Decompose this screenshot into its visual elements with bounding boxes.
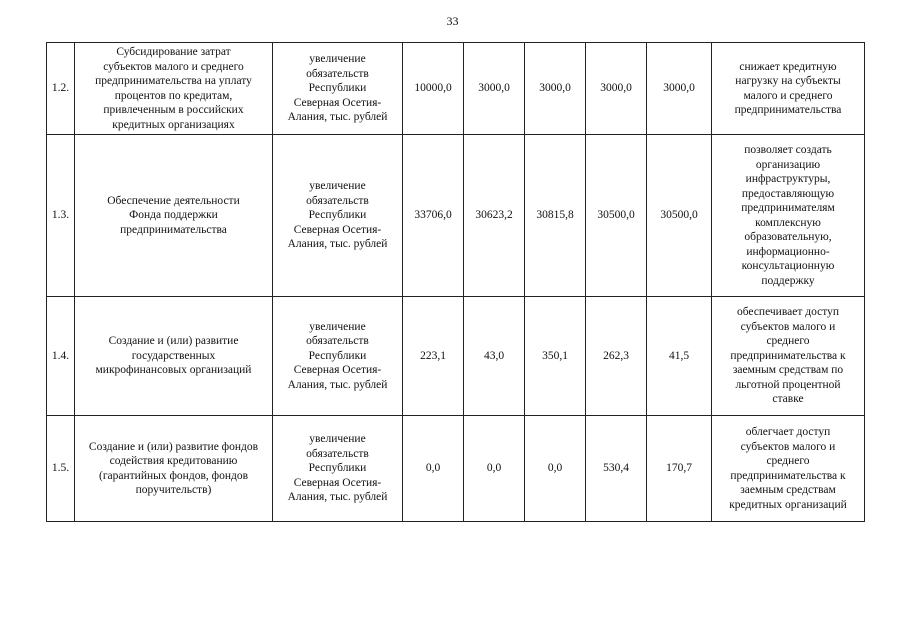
measure-text: Обеспечение деятельности Фонда поддержки предпринимательства <box>107 194 240 236</box>
table-row <box>47 416 865 522</box>
value-cell: 530,4 <box>586 416 647 522</box>
measure-cell <box>75 297 273 416</box>
measure-text: Субсидирование затрат субъектов малого и среднего предпринимательства на уплату процентов по кредитам, привлеченным в российских кредитных организациях <box>95 46 252 131</box>
measure-text: Создание и (или) развитие государственных микрофинансовых организаций <box>95 335 252 377</box>
page-number: 33 <box>446 14 459 28</box>
value-cell: 0,0 <box>403 416 464 522</box>
effect-text: снижает кредитную нагрузку на субъекты малого и среднего предпринимательства <box>734 60 842 116</box>
value-cell: 0,0 <box>464 416 525 522</box>
value-cell: 0,0 <box>525 416 586 522</box>
value-cell: 30500,0 <box>647 135 712 297</box>
value-cell: 3000,0 <box>525 43 586 135</box>
value-cell: 43,0 <box>464 297 525 416</box>
value-cell: 30623,2 <box>464 135 525 297</box>
table-row <box>47 135 865 297</box>
value-cell: 3000,0 <box>586 43 647 135</box>
measure-cell <box>75 43 273 135</box>
effect-cell <box>712 43 865 135</box>
value-cell: 3000,0 <box>464 43 525 135</box>
indicator-text: увеличение обязательств Республики Северная Осетия- Алания, тыс. рублей <box>287 433 388 504</box>
value-cell: 350,1 <box>525 297 586 416</box>
value-cell: 41,5 <box>647 297 712 416</box>
measures-table <box>46 42 865 522</box>
effect-cell <box>712 135 865 297</box>
effect-text: позволяет создать организацию инфраструктуры, предоставляющую предпринимателям комплексную образовательную, информационно- консультационную поддержку <box>741 144 835 287</box>
measure-text: Создание и (или) развитие фондов содействия кредитованию (гарантийных фондов, фондов поручительств) <box>88 440 259 496</box>
row-index: 1.2. <box>47 43 75 135</box>
table-row <box>47 297 865 416</box>
indicator-cell <box>273 416 403 522</box>
effect-text: обеспечивает доступ субъектов малого и среднего предпринимательства к заемным средствам по льготной процентной ставке <box>730 306 846 406</box>
indicator-cell <box>273 297 403 416</box>
effect-cell <box>712 297 865 416</box>
row-index: 1.5. <box>47 416 75 522</box>
effect-text: облегчает доступ субъектов малого и среднего предпринимательства к заемным средствам кредитных организаций <box>729 426 847 511</box>
row-index: 1.3. <box>47 135 75 297</box>
indicator-cell <box>273 135 403 297</box>
value-cell: 30500,0 <box>586 135 647 297</box>
value-cell: 262,3 <box>586 297 647 416</box>
value-cell: 223,1 <box>403 297 464 416</box>
indicator-cell <box>273 43 403 135</box>
value-cell: 3000,0 <box>647 43 712 135</box>
measure-cell <box>75 135 273 297</box>
value-cell: 170,7 <box>647 416 712 522</box>
value-cell: 10000,0 <box>403 43 464 135</box>
value-cell: 30815,8 <box>525 135 586 297</box>
indicator-text: увеличение обязательств Республики Северная Осетия- Алания, тыс. рублей <box>287 320 388 391</box>
table-row <box>47 43 865 135</box>
row-index: 1.4. <box>47 297 75 416</box>
effect-cell <box>712 416 865 522</box>
indicator-text: увеличение обязательств Республики Северная Осетия- Алания, тыс. рублей <box>287 53 388 124</box>
measure-cell <box>75 416 273 522</box>
indicator-text: увеличение обязательств Республики Северная Осетия- Алания, тыс. рублей <box>287 180 388 251</box>
value-cell: 33706,0 <box>403 135 464 297</box>
